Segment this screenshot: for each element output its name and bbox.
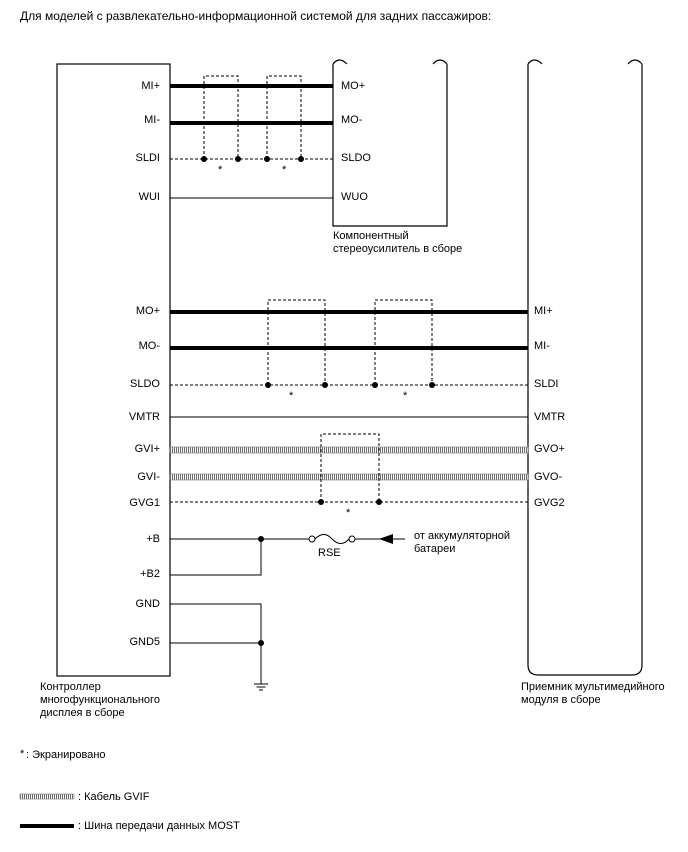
controller-label-1: Контроллер bbox=[40, 681, 101, 693]
junction-dot bbox=[264, 156, 270, 162]
legend-most-swatch bbox=[20, 824, 74, 828]
shield-marker: * bbox=[218, 164, 223, 176]
battery-label-2: батареи bbox=[414, 543, 456, 555]
pin-ctrl-gvi-plus: GVI+ bbox=[134, 443, 160, 455]
junction-dot bbox=[235, 156, 241, 162]
pin-ctrl-b2: +B2 bbox=[140, 568, 160, 580]
wire-gnd bbox=[170, 604, 261, 684]
fuse-label: RSE bbox=[318, 547, 341, 559]
pin-amp-mo-plus: MO+ bbox=[341, 80, 366, 92]
pin-ctrl-b: +B bbox=[146, 533, 160, 545]
junction-dot bbox=[298, 156, 304, 162]
battery-label-1: от аккумуляторной bbox=[414, 530, 511, 542]
controller-label-2: многофункционального bbox=[40, 694, 160, 706]
pin-rcv-gvg2: GVG2 bbox=[534, 497, 565, 509]
receiver-break-right bbox=[628, 60, 642, 64]
amplifier-break-right bbox=[433, 60, 447, 64]
wire-gvif-gvi-minus bbox=[170, 474, 528, 480]
amplifier-break-left bbox=[333, 60, 347, 64]
pin-ctrl-mo-minus: MO- bbox=[138, 340, 160, 352]
fuse-terminal bbox=[349, 536, 355, 542]
junction-dot bbox=[429, 382, 435, 388]
pin-rcv-gvo-minus: GVO- bbox=[534, 471, 563, 483]
pin-rcv-vmtr: VMTR bbox=[534, 411, 566, 423]
ground-icon bbox=[254, 684, 268, 690]
shield-marker: * bbox=[289, 390, 294, 402]
legend-most: : Шина передачи данных MOST bbox=[78, 820, 240, 832]
pin-rcv-mi-plus: MI+ bbox=[534, 305, 553, 317]
shield-marker: * bbox=[346, 507, 351, 519]
receiver-label-2: модуля в сборе bbox=[521, 694, 601, 706]
legend-gvif-swatch bbox=[20, 794, 74, 799]
diagram-title: Для моделей с развлекательно-информационной системой для задних пассажиров: bbox=[20, 9, 492, 23]
pin-ctrl-sldi: SLDI bbox=[135, 152, 160, 164]
shield-bracket bbox=[267, 76, 301, 159]
pin-rcv-sldi: SLDI bbox=[534, 378, 559, 390]
junction-dot bbox=[376, 499, 382, 505]
junction-dot bbox=[265, 382, 271, 388]
junction-dot bbox=[201, 156, 207, 162]
fuse-terminal bbox=[309, 536, 315, 542]
shield-marker: * bbox=[282, 164, 287, 176]
arrow-left-icon bbox=[379, 534, 393, 544]
wire-power-b2 bbox=[170, 539, 261, 575]
junction-dot bbox=[372, 382, 378, 388]
controller-label-3: дисплея в сборе bbox=[40, 707, 125, 719]
shield-marker: * bbox=[403, 390, 408, 402]
pin-ctrl-mi-minus: MI- bbox=[144, 114, 160, 126]
pin-ctrl-vmtr: VMTR bbox=[128, 411, 160, 423]
pin-ctrl-gvg1: GVG1 bbox=[129, 497, 160, 509]
pin-rcv-mi-minus: MI- bbox=[534, 340, 550, 352]
receiver-label-1: Приемник мультимедийного bbox=[521, 681, 665, 693]
wire-gvif-gvi-plus bbox=[170, 447, 528, 453]
pin-ctrl-gvi-minus: GVI- bbox=[137, 471, 160, 483]
pin-ctrl-mo-plus: MO+ bbox=[135, 305, 160, 317]
fuse-rse-icon bbox=[315, 535, 349, 544]
pin-ctrl-gnd: GND bbox=[135, 598, 160, 610]
pin-amp-mo-minus: MO- bbox=[341, 114, 363, 126]
amplifier-label-1: Компонентный bbox=[333, 230, 409, 242]
pin-ctrl-sldo: SLDO bbox=[130, 378, 160, 390]
pin-amp-sldo: SLDO bbox=[341, 152, 371, 164]
amplifier-label-2: стереоусилитель в сборе bbox=[333, 243, 463, 255]
junction-dot bbox=[318, 499, 324, 505]
shield-bracket bbox=[321, 434, 379, 502]
legend-shield-symbol: * bbox=[20, 748, 25, 760]
pin-ctrl-mi-plus: MI+ bbox=[141, 80, 160, 92]
junction-dot bbox=[258, 640, 264, 646]
receiver-break-left bbox=[528, 60, 542, 64]
pin-ctrl-wui: WUI bbox=[138, 191, 160, 203]
shield-bracket bbox=[204, 76, 238, 159]
receiver-box bbox=[528, 64, 642, 675]
pin-amp-wuo: WUO bbox=[341, 191, 368, 203]
junction-dot bbox=[322, 382, 328, 388]
legend-gvif: : Кабель GVIF bbox=[78, 791, 150, 803]
pin-rcv-gvo-plus: GVO+ bbox=[534, 443, 565, 455]
legend-shielded: : Экранировано bbox=[26, 749, 106, 761]
pin-ctrl-gnd5: GND5 bbox=[129, 636, 160, 648]
